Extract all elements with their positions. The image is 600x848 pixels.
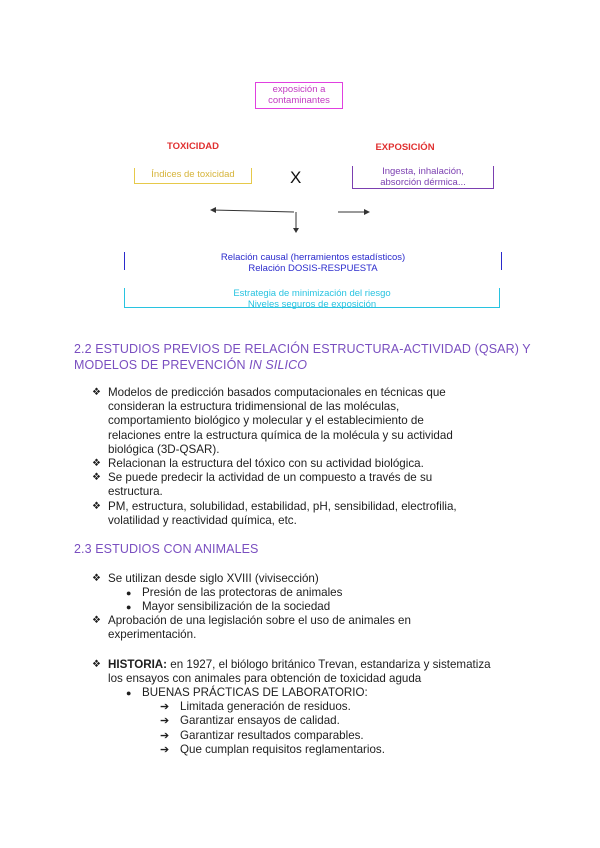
exposure-box-line: exposición a <box>272 84 326 95</box>
diamond-bullet-icon: ❖ <box>92 458 101 469</box>
connector-left-arrowhead <box>210 207 216 213</box>
section-2-2-title-line2 <box>74 357 534 373</box>
in-silico-italic: IN SILICO <box>249 358 308 372</box>
bullet-line: volatilidad y reactividad química, etc. <box>108 514 297 528</box>
bullet-line: Mayor sensibilización de la sociedad <box>142 600 331 613</box>
bullet-historia <box>92 658 542 672</box>
diamond-bullet-icon: ❖ <box>92 573 101 584</box>
diamond-bullet-icon: ❖ <box>92 472 101 483</box>
relation-line: Relación causal (herramientos estadísticos) <box>220 252 406 263</box>
bullet-text <box>108 471 432 499</box>
bullet-line: comportamiento biológico y molecular y el establecimiento de <box>108 414 424 428</box>
routes-box <box>352 166 494 189</box>
bullet-line: BUENAS PRÁCTICAS DE LABORATORIO: <box>142 686 368 699</box>
bullet-qsar-3 <box>92 471 512 499</box>
bullet-line: Modelos de predicción basados computacionales en técnicas que <box>108 386 446 399</box>
exposure-box <box>255 82 343 109</box>
arrow-right-icon: ➔ <box>160 744 170 756</box>
arrow-right-icon: ➔ <box>160 715 170 727</box>
exposicion-label: EXPOSICIÓN <box>375 142 435 153</box>
multiply-sign: X <box>290 168 302 187</box>
bullet-qsar-1 <box>92 386 512 457</box>
arrow-item-1 <box>160 700 490 714</box>
historia-label: HISTORIA: <box>108 658 168 671</box>
arrow-item-4 <box>160 743 490 757</box>
bullet-line: PM, estructura, solubilidad, estabilidad, pH, sensibilidad, electrofilia, <box>108 500 457 513</box>
bullet-qsar-4 <box>92 500 532 528</box>
connector-down-arrowhead <box>293 228 299 233</box>
bullet-text <box>108 500 457 528</box>
strategy-line: Estrategia de minimización del riesgo <box>233 288 391 299</box>
dot-bullet-icon: ● <box>126 588 132 598</box>
diamond-bullet-icon: ❖ <box>92 387 101 398</box>
bullet-line: Aprobación de una legislación sobre el uso de animales en <box>108 614 411 627</box>
bullet-line: biológica (3D-QSAR). <box>108 442 220 456</box>
bullet-line: Garantizar resultados comparables. <box>180 729 364 742</box>
bullet-line: Relacionan la estructura del tóxico con su actividad biológica. <box>108 457 424 470</box>
bullet-line: Presión de las protectoras de animales <box>142 586 343 599</box>
bullet-line: Limitada generación de residuos. <box>180 700 351 713</box>
section-2-2-title <box>74 341 534 373</box>
arrow-item-3 <box>160 729 490 743</box>
routes-box-line: absorción dérmica... <box>380 177 466 188</box>
diamond-bullet-icon: ❖ <box>92 615 101 626</box>
bullet-line: relaciones entre la estructura química de la molécula y su actividad <box>108 428 453 442</box>
arrow-right-icon: ➔ <box>160 730 170 742</box>
diamond-bullet-icon: ❖ <box>92 501 101 512</box>
strategy-line: Niveles seguros de exposición <box>247 299 377 310</box>
bullet-line: experimentación. <box>108 628 197 642</box>
bullet-animals-2 <box>92 614 512 642</box>
toxicidad-label: TOXICIDAD <box>166 141 220 152</box>
routes-box-line: Ingesta, inhalación, <box>382 166 464 177</box>
bullet-text <box>108 386 453 457</box>
section-2-3-title: 2.3 ESTUDIOS CON ANIMALES <box>74 542 259 556</box>
exposure-box-line: contaminantes <box>268 95 330 106</box>
connector-left-line <box>212 210 294 212</box>
connector-arrows <box>200 200 380 236</box>
sub-bullet-2 <box>126 600 506 614</box>
bullet-qsar-2 <box>92 457 512 471</box>
dot-bullet-icon: ● <box>126 602 132 612</box>
strategy-box <box>124 288 500 308</box>
historia-text: en 1927, el biólogo británico Trevan, estandariza y sistematiza <box>167 658 491 671</box>
bullet-line: consideran la estructura tridimensional de las moléculas, <box>108 400 400 414</box>
historia-line2: los ensayos con animales para obtención de toxicidad aguda <box>108 672 422 685</box>
bullet-line: Que cumplan requisitos reglamentarios. <box>180 743 385 756</box>
sub-bullet-1 <box>126 586 506 600</box>
sub-bullet-bpl <box>126 686 506 700</box>
diamond-bullet-icon: ❖ <box>92 659 101 670</box>
bullet-line: Se utilizan desde siglo XVIII (vivisección) <box>108 572 319 585</box>
indices-box: Índices de toxicidad <box>134 168 252 184</box>
bullet-line: Se puede predecir la actividad de un compuesto a través de su <box>108 471 433 484</box>
arrow-right-icon: ➔ <box>160 701 170 713</box>
bullet-text <box>108 614 411 642</box>
bullet-line: Garantizar ensayos de calidad. <box>180 714 340 727</box>
bullet-animals-1 <box>92 572 512 586</box>
dot-bullet-icon: ● <box>126 688 132 698</box>
relation-line: Relación DOSIS-RESPUESTA <box>248 263 378 274</box>
arrow-item-2 <box>160 714 490 728</box>
bullet-line: estructura. <box>108 485 163 499</box>
connector-right-arrowhead <box>364 209 370 215</box>
section-2-2-title-prefix: MODELOS DE PREVENCIÓN <box>74 358 250 372</box>
bullet-text <box>108 658 491 672</box>
relation-text <box>124 252 502 274</box>
section-2-2-title-line1: 2.2 ESTUDIOS PREVIOS DE RELACIÓN ESTRUCTURA-ACTIVIDAD (QSAR) Y <box>74 342 531 356</box>
